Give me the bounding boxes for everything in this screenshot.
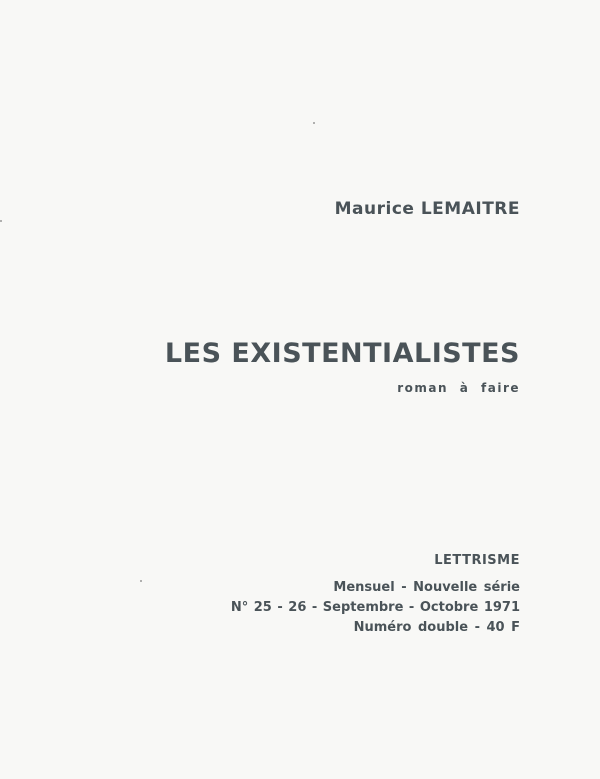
publication-frequency: Mensuel - Nouvelle série xyxy=(333,580,520,595)
publication-price: Numéro double - 40 F xyxy=(353,620,520,635)
paper-speck xyxy=(0,220,2,222)
paper-speck xyxy=(313,122,315,124)
author-name: Maurice LEMAITRE xyxy=(334,199,520,219)
publication-name: LETTRISME xyxy=(434,553,520,568)
paper-speck xyxy=(140,580,142,582)
book-subtitle: roman à faire xyxy=(397,381,520,395)
book-title: LES EXISTENTIALISTES xyxy=(164,338,520,369)
publication-issue: N° 25 - 26 - Septembre - Octobre 1971 xyxy=(230,600,520,615)
